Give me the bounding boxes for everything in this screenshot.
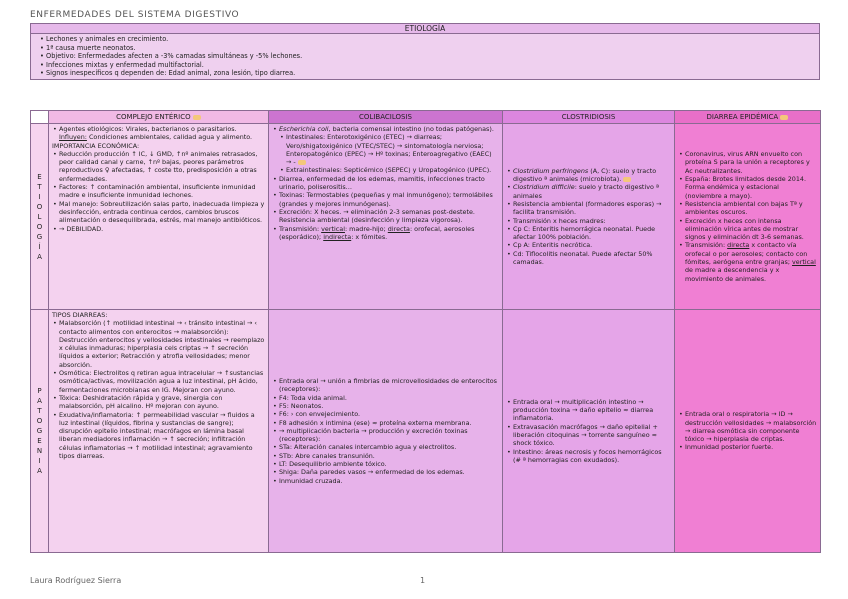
list-item: • Entrada oral o respiratoria → ID → destrucción vellosidades → malabsorción → diarrea osmótica sin componente tóxico → hiperplasia de criptas. bbox=[685, 410, 817, 443]
list-item: • Agentes etiológicos: Virales, bacterianos o parasitarios. Influyen: Condiciones ambientales, calidad agua y alimento. bbox=[59, 125, 265, 142]
column-header-label: CLOSTRIDIOSIS bbox=[561, 113, 616, 121]
cell-diarrea-patogenia bbox=[675, 310, 821, 553]
list-item: • F8 adhesión x intimina (ese) ≈ proteína externa membrana. bbox=[279, 419, 499, 427]
list-item: • Excreción: X heces. → eliminación 2-3 semanas post-destete. Resistencia ambiental (desinfección y limpieza vigorosa). bbox=[279, 208, 499, 225]
list-item: • Signos inespecíficos q dependen de: Edad animal, zona lesión, tipo diarrea. bbox=[40, 69, 816, 78]
column-header-label: COLIBACILOSIS bbox=[359, 113, 412, 121]
list-item: • Intestinales: Enterotoxigénico (ETEC) → diarreas; Vero/shigatoxigénico (VTEC/STEC) → sintomatología nerviosa; Enteropatogénico (EPEC) → Hº toxinas; Enteroagregativo (EAEC) → - bbox=[286, 133, 499, 166]
list-item: • Exudativa/inflamatoria: ↑ permeabilidad vascular → fluidos a luz intestinal (líquidos, fibrina y sustancias de sangre); disrupción epitelio intestinal; macrófagos en lámina basal liberan mediadores inflamación → ↑ secreción; infiltración células inflamatorias → ↑ motilidad intestinal; agravamiento tipos diarreas. bbox=[59, 411, 265, 461]
list-item: • Lechones y animales en crecimiento. bbox=[40, 35, 816, 44]
list-item: • Inmunidad cruzada. bbox=[279, 477, 499, 485]
section-heading: IMPORTANCIA ECONÓMICA: bbox=[52, 141, 140, 150]
list-item: • Entrada oral → multiplicación intestino → producción toxina → daño epitelio ≈ diarrea inflamatoria. bbox=[513, 398, 671, 423]
column-header-label: DIARREA EPIDÉMICA bbox=[706, 113, 779, 121]
list-item: • Transmisión x heces madres: bbox=[513, 217, 671, 225]
list-item: • F4: Toda vida animal. bbox=[279, 394, 499, 402]
list-item: • Tóxica: Deshidratación rápida y grave, sinergia con malabsorción, pH alcalino. Hº mejoran con ayuno. bbox=[59, 394, 265, 411]
etiologia-summary-table bbox=[30, 23, 820, 80]
list-item: • Entrada oral → unión a fimbrias de microvellosidades de enterocitos (receptores): bbox=[279, 377, 499, 394]
etiologia-header: ETIOLOGÍA bbox=[31, 24, 820, 34]
list-item: • STa: Alteración canales intercambio agua y electrolitos. bbox=[279, 443, 499, 451]
list-item: • Extravasación macrófagos → daño epitelial + liberación citoquinas → torrente sanguíneo ≈ shock tóxico. bbox=[513, 423, 671, 448]
cell-complejo-etiologia bbox=[49, 124, 269, 310]
cell-diarrea-etiologia bbox=[675, 124, 821, 310]
list-item: • Escherichia coli, bacteria comensal intestino (no todas patógenas). • Intestinales: Enterotoxigénico (ETEC) → diarreas; Vero/shigatoxigénico (VTEC/STEC) → sintomatología nerviosa; Enteropatogénico (EPEC) → Hº toxinas; Enteroagregativo (EAEC) → - • Extraintestinales: Septicémico (SEPEC) y Uropatogénico (UPEC). bbox=[279, 125, 499, 175]
page-number: 1 bbox=[420, 576, 426, 585]
emoji-icon bbox=[623, 177, 631, 182]
list-item: • Factores: ↑ contaminación ambiental, insuficiente inmunidad madre e insuficiente inmunidad lechones. bbox=[59, 183, 265, 200]
list-item: • Malabsorción (↑ motilidad intestinal → ‹ tránsito intestinal → ‹ contacto alimentos con enterocitos → malabsorción): Destrucción enterocitos y vellosidades intestinales → reemplazo x células inmaduras; hiperplasia cels criptas → ↑ secreción líquidos a exterior; Retracción y atrofia vellosidades; menor absorción. bbox=[59, 319, 265, 369]
list-item: • STb: Abre canales transunión. bbox=[279, 452, 499, 460]
document-title: ENFERMEDADES DEL SISTEMA DIGESTIVO bbox=[30, 10, 240, 20]
corner-cell bbox=[31, 111, 49, 124]
list-item: • Transmisión: directa x contacto vía orofecal o por aerosoles; contacto con fómites, aerógena entre granjas; vertical de madre a descendencia y x movimiento de animales. bbox=[685, 241, 817, 282]
cell-coli-etiologia bbox=[269, 124, 503, 310]
list-item: • Osmótica: Electrolitos q retiran agua intracelular → ↑sustancias osmótica/activas, movilización agua a luz intestinal, pH ácido, fermentaciones microbianas en IG. Mejoran con ayuno. bbox=[59, 369, 265, 394]
list-item: • Extraintestinales: Septicémico (SEPEC) y Uropatogénico (UPEC). bbox=[286, 166, 499, 174]
list-item: • Coronavirus, virus ARN envuelto con proteína S para la unión a receptores y Ac neutralizantes. bbox=[685, 150, 817, 175]
list-item: • Excreción x heces con intensa eliminación vírica antes de mostrar signos y eliminación dt 3-6 semanas. bbox=[685, 217, 817, 242]
list-item: • → DEBILIDAD. bbox=[59, 225, 265, 233]
list-item: • Clostridium perfringens (A, C): suelo y tracto digestivo ª animales (microbiota). bbox=[513, 167, 671, 184]
list-item: • Mal manejo: Sobreutilización salas parto, inadecuada limpieza y desinfección, entrada continua cerdos, cambios bruscos alimentación o desequilibrada, estrés, mal manejo antibióticos. bbox=[59, 200, 265, 225]
list-item: • Resistencia ambiental (formadores esporas) → facilita transmisión. bbox=[513, 200, 671, 217]
column-header-complejo bbox=[49, 111, 269, 124]
list-item: • 1ª causa muerte neonatos. bbox=[40, 44, 816, 53]
list-item: • Toxinas: Termostables (pequeñas y mal inmunógeno); termolábiles (grandes y mejores inmunógenas). bbox=[279, 191, 499, 208]
emoji-icon bbox=[780, 115, 788, 120]
row-label-patogenia: P A T O G E N I A bbox=[31, 310, 49, 553]
list-item: • LT: Desequilibrio ambiente tóxico. bbox=[279, 460, 499, 468]
list-item: • España: Brotes limitados desde 2014. Forma endémica y estacional (noviembre a mayo). bbox=[685, 175, 817, 200]
list-item: • Clostridium difficile: suelo y tracto digestivo ª animales bbox=[513, 183, 671, 200]
list-item: • Cd: Tiflocolitis neonatal. Puede afectar 50% camadas. bbox=[513, 250, 671, 267]
list-item: • Shiga: Daña paredes vasos → enfermedad de los edemas. bbox=[279, 468, 499, 476]
emoji-icon bbox=[193, 115, 201, 120]
cell-clostr-patogenia bbox=[503, 310, 675, 553]
column-header-diarrea bbox=[675, 111, 821, 124]
list-item: • Intestino: áreas necrosis y focos hemorrágicos (# ª hemorragias con exudados). bbox=[513, 448, 671, 465]
list-item: • F6: › con envejecimiento. bbox=[279, 410, 499, 418]
list-item: • Cp C: Enteritis hemorrágica neonatal. Puede afectar 100% población. bbox=[513, 225, 671, 242]
list-item: • Inmunidad posterior fuerte. bbox=[685, 443, 817, 451]
list-item: • F5: Neonatos. bbox=[279, 402, 499, 410]
list-item: • Cp A: Enteritis necrótica. bbox=[513, 241, 671, 249]
diseases-table bbox=[30, 110, 821, 553]
column-header-clostr bbox=[503, 111, 675, 124]
cell-coli-patogenia bbox=[269, 310, 503, 553]
section-heading: TIPOS DIARREAS: bbox=[52, 311, 108, 319]
list-item: • Infecciones mixtas y enfermedad multifactorial. bbox=[40, 61, 816, 70]
footer-author: Laura Rodríguez Sierra bbox=[30, 576, 122, 585]
column-header-label: COMPLEJO ENTÉRICO bbox=[116, 113, 191, 121]
row-label-etiologia: E T I O L O G Í A bbox=[31, 124, 49, 310]
list-item: • Diarrea, enfermedad de los edemas, mamitis, infecciones tracto urinario, poliserositis… bbox=[279, 175, 499, 192]
cell-complejo-patogenia bbox=[49, 310, 269, 553]
list-item: • → multiplicación bacteria → producción y excreción toxinas (receptores): bbox=[279, 427, 499, 444]
emoji-icon bbox=[298, 160, 306, 165]
list-item: • Transmisión: vertical: madre-hijo; directa: orofecal, aerosoles (esporádico); indirecta: x fómites. bbox=[279, 225, 499, 242]
list-item: • Objetivo: Enfermedades afecten a -3% camadas simultáneas y -5% lechones. bbox=[40, 52, 816, 61]
column-header-coli bbox=[269, 111, 503, 124]
etiologia-summary bbox=[31, 34, 820, 80]
list-item: • Reducción producción ↑ IC, ↓ GMD, ↑nº animales retrasados, peor calidad canal y carne, ↑nº bajas, peores parámetros reproductivos ♀ afectadas, ↑ coste tto, predisposición a otras enfermedades. bbox=[59, 150, 265, 183]
cell-clostr-etiologia bbox=[503, 124, 675, 310]
list-item: • Resistencia ambiental con bajas Tª y ambientes oscuros. bbox=[685, 200, 817, 217]
